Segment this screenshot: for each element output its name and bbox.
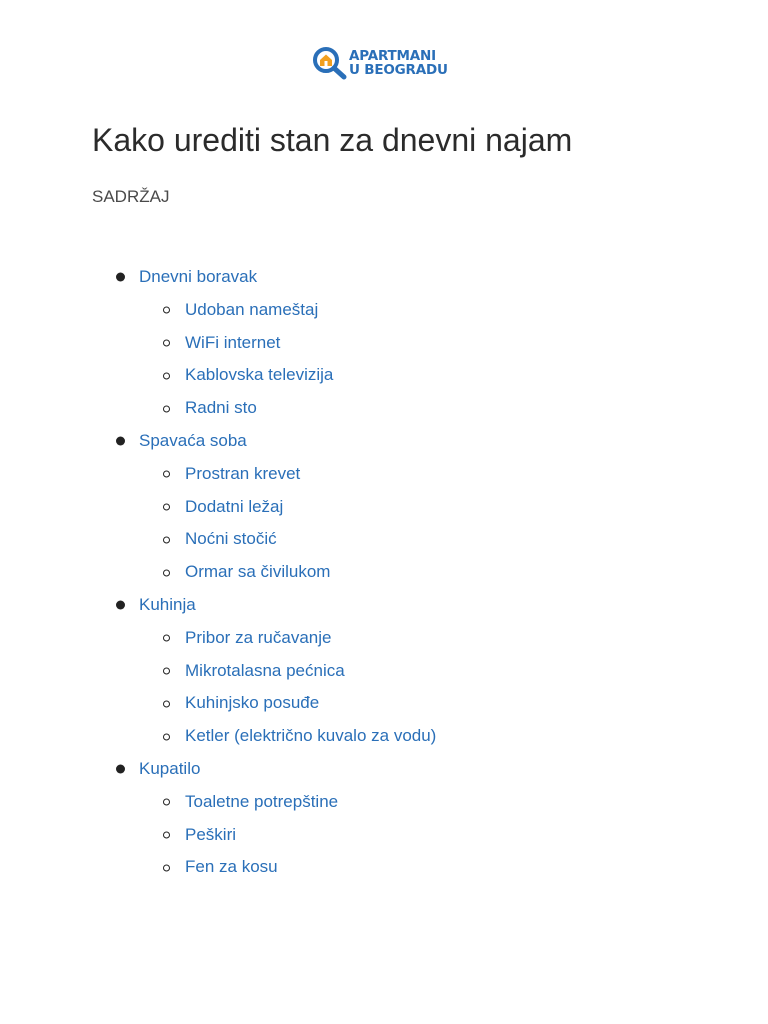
- toc-subsection-link[interactable]: [0, 556, 436, 589]
- toc-subsection-link[interactable]: [0, 786, 436, 819]
- hollow-bullet-icon: [163, 831, 170, 838]
- hollow-bullet-icon: [163, 372, 170, 379]
- filled-bullet-icon: [116, 437, 125, 446]
- toc-subsection-link[interactable]: [0, 327, 436, 360]
- toc-subsection-link[interactable]: [0, 622, 436, 655]
- toc-item-label[interactable]: Prostran krevet: [185, 463, 301, 483]
- hollow-bullet-icon: [163, 503, 170, 510]
- toc-item-label[interactable]: Pribor za ručavanje: [185, 627, 332, 647]
- toc-subsection-link[interactable]: [0, 359, 436, 392]
- toc-item-label[interactable]: Fen za kosu: [185, 857, 278, 877]
- toc-section-link[interactable]: [0, 753, 436, 786]
- toc-subsection-link[interactable]: [0, 294, 436, 327]
- hollow-bullet-icon: [163, 635, 170, 642]
- toc-subsection-link[interactable]: [0, 458, 436, 491]
- toc-subsection-link[interactable]: [0, 523, 436, 556]
- toc-section-link[interactable]: [0, 425, 436, 458]
- hollow-bullet-icon: [163, 339, 170, 346]
- toc-subsection-link[interactable]: [0, 720, 436, 753]
- toc-item-label[interactable]: Dnevni boravak: [139, 267, 258, 286]
- toc-item-label[interactable]: Toaletne potrepštine: [185, 791, 339, 811]
- toc-item-label[interactable]: Mikrotalasna pećnica: [185, 660, 345, 680]
- toc-item-label[interactable]: WiFi internet: [185, 332, 281, 352]
- table-of-contents: [0, 261, 436, 884]
- filled-bullet-icon: [116, 765, 125, 774]
- logo-text-line-2: U BEOGRADU: [349, 62, 448, 78]
- toc-item-label[interactable]: Ormar sa čivilukom: [185, 562, 331, 582]
- toc-item-label[interactable]: Kuhinja: [139, 594, 196, 614]
- toc-subsection-link[interactable]: [0, 851, 436, 884]
- page-title: Kako urediti stan za dnevni najam: [92, 122, 573, 158]
- filled-bullet-icon: [116, 273, 125, 282]
- magnifier-house-icon: [312, 46, 348, 80]
- toc-subsection-link[interactable]: [0, 491, 436, 524]
- hollow-bullet-icon: [163, 471, 170, 478]
- toc-item-label[interactable]: Noćni stočić: [185, 529, 277, 549]
- hollow-bullet-icon: [163, 700, 170, 707]
- toc-item-label[interactable]: Udoban nameštaj: [185, 299, 319, 319]
- toc-heading: SADRŽAJ: [92, 187, 170, 206]
- toc-item-label[interactable]: Kupatilo: [139, 758, 201, 778]
- toc-item-label[interactable]: Radni sto: [185, 398, 257, 418]
- hollow-bullet-icon: [163, 667, 170, 674]
- hollow-bullet-icon: [163, 799, 170, 806]
- hollow-bullet-icon: [163, 569, 170, 576]
- hollow-bullet-icon: [163, 307, 170, 314]
- toc-item-label[interactable]: Ketler (električno kuvalo za vodu): [185, 726, 437, 746]
- toc-section-link[interactable]: [0, 589, 436, 622]
- toc-item-label[interactable]: Kablovska televizija: [185, 365, 334, 385]
- hollow-bullet-icon: [163, 405, 170, 412]
- toc-subsection-link[interactable]: [0, 655, 436, 688]
- filled-bullet-icon: [116, 601, 125, 610]
- toc-subsection-link[interactable]: [0, 392, 436, 425]
- toc-item-label[interactable]: Spavaća soba: [139, 430, 247, 450]
- hollow-bullet-icon: [163, 536, 170, 543]
- toc-section-link[interactable]: [0, 261, 436, 294]
- hollow-bullet-icon: [163, 864, 170, 871]
- toc-item-label[interactable]: Peškiri: [185, 824, 237, 844]
- logo-text-line-1: APARTMANI: [349, 48, 436, 64]
- site-logo[interactable]: [312, 46, 448, 80]
- hollow-bullet-icon: [163, 733, 170, 740]
- toc-item-label[interactable]: Kuhinjsko posuđe: [185, 693, 320, 713]
- toc-subsection-link[interactable]: [0, 687, 436, 720]
- toc-subsection-link[interactable]: [0, 819, 436, 852]
- toc-item-label[interactable]: Dodatni ležaj: [185, 496, 284, 516]
